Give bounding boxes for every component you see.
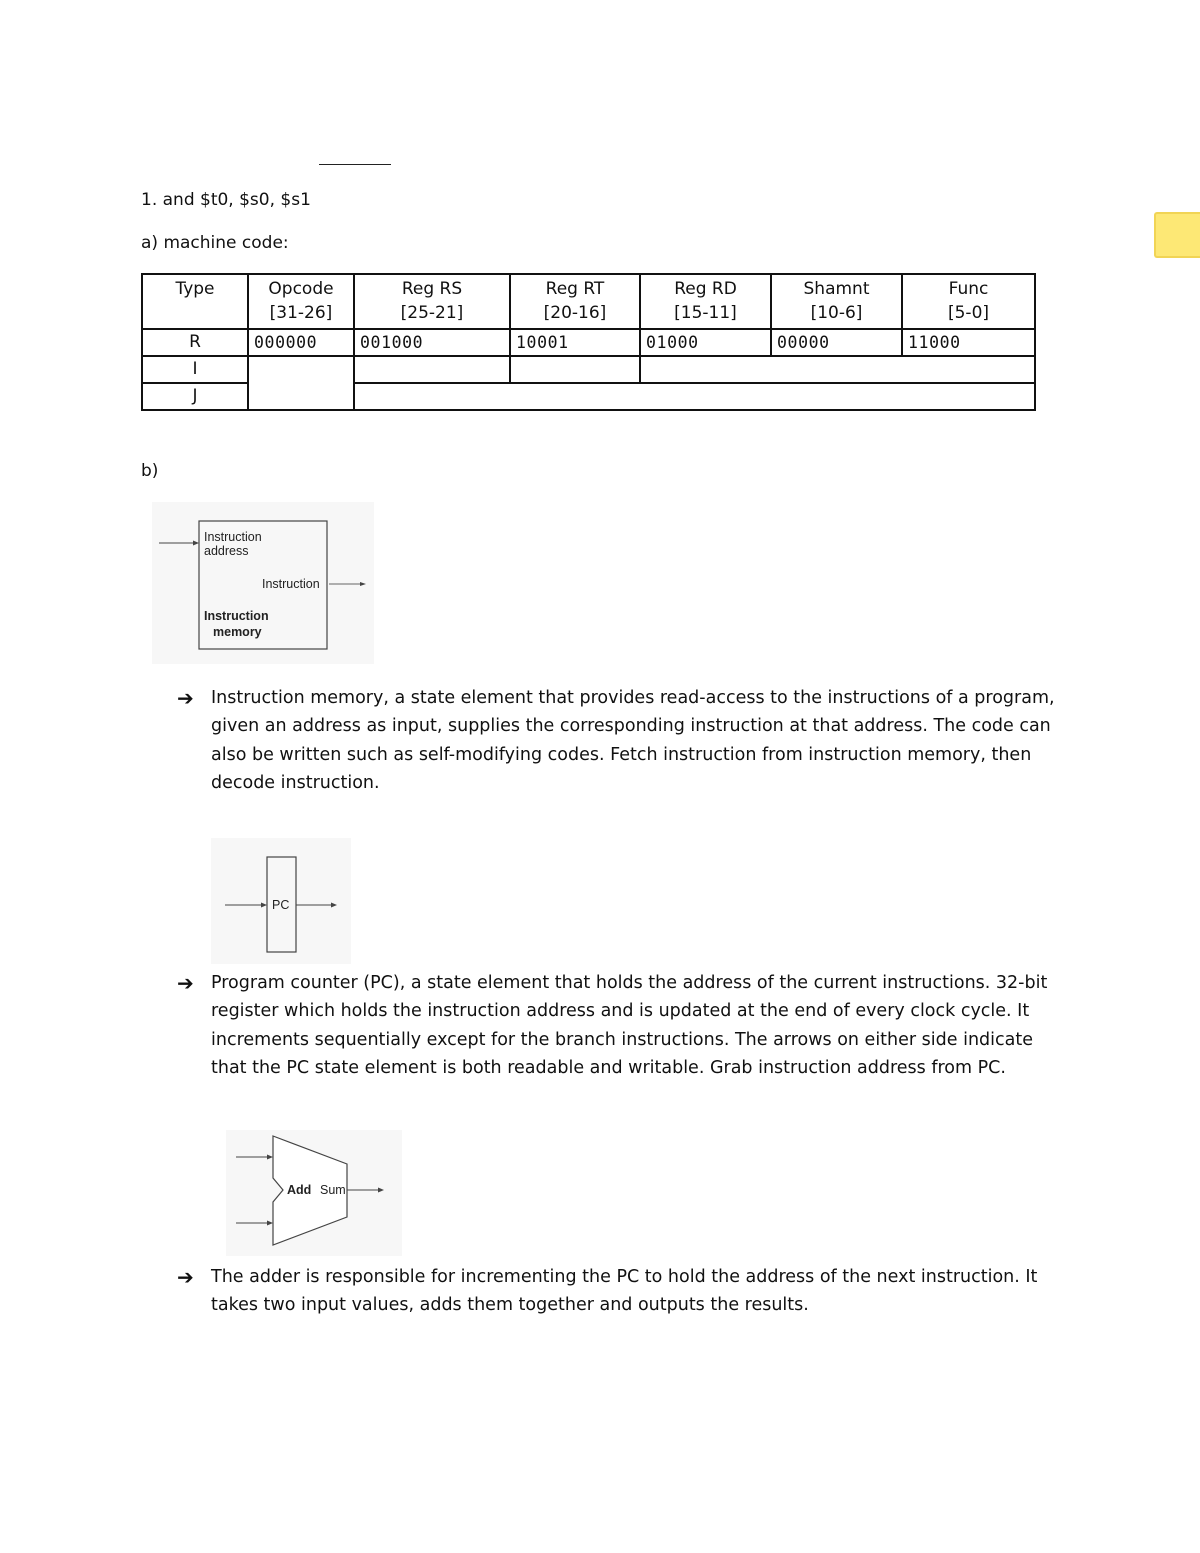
underline-rule — [319, 164, 391, 165]
i-type-cell: I — [142, 356, 248, 383]
i-rt-cell — [510, 356, 640, 383]
header-type: Type — [142, 274, 248, 329]
pc-figure — [211, 838, 351, 964]
i-j-opcode-cell — [248, 356, 354, 410]
add-label: Add — [287, 1183, 312, 1197]
instruction-address-label: Instruction — [204, 530, 262, 544]
header-func: Func [5-0] — [902, 274, 1035, 329]
header-opcode: Opcode [31-26] — [248, 274, 354, 329]
sum-label: Sum — [320, 1183, 346, 1197]
j-address-cell — [354, 383, 1035, 410]
j-type-cell: J — [142, 383, 248, 410]
sticky-note-icon[interactable] — [1154, 212, 1200, 258]
table-header-row — [142, 274, 1035, 329]
bullet-text: Program counter (PC), a state element that holds the address of the current instructions. 32-bit register which holds the instruction address and is updated at the end of every clock cycle. It increments sequentially except for the branch instructions. The arrows on either side indicate that the PC state element is both readable and writable. Grab instruction address from PC. — [211, 973, 1048, 1078]
table-row — [142, 356, 1035, 383]
instruction-memory-figure — [152, 502, 374, 664]
right-arrow-icon: ➔ — [177, 1265, 194, 1289]
bullet-instruction-memory — [177, 684, 1061, 797]
question-title: 1. and $t0, $s0, $s1 — [141, 190, 311, 210]
i-immediate-cell — [640, 356, 1035, 383]
bullet-text: Instruction memory, a state element that provides read-access to the instructions of a program, given an address as input, supplies the corresponding instruction at that address. The code can also be written such as self-modifying codes. Fetch instruction from instruction memory, then decode instruction. — [211, 688, 1055, 793]
instruction-output-label: Instruction — [262, 577, 320, 591]
right-arrow-icon: ➔ — [177, 686, 194, 710]
part-a-label: a) machine code: — [141, 233, 289, 253]
r-type-cell: R — [142, 329, 248, 356]
right-arrow-icon: ➔ — [177, 971, 194, 995]
shamnt-cell: 00000 — [771, 329, 902, 356]
table-row — [142, 329, 1035, 356]
bullet-adder — [177, 1263, 1061, 1320]
i-rs-cell — [354, 356, 510, 383]
bullet-text: The adder is responsible for incrementing the PC to hold the address of the next instruction. It takes two input values, adds them together and outputs the results. — [211, 1267, 1038, 1316]
adder-figure — [226, 1130, 402, 1256]
opcode-cell: 000000 — [248, 329, 354, 356]
header-reg-rt: Reg RT [20-16] — [510, 274, 640, 329]
rd-cell: 01000 — [640, 329, 771, 356]
instruction-address-label-2: address — [204, 544, 249, 558]
rt-cell: 10001 — [510, 329, 640, 356]
machine-code-table — [141, 273, 1036, 411]
part-b-label: b) — [141, 461, 159, 481]
rs-cell: 001000 — [354, 329, 510, 356]
header-reg-rs: Reg RS [25-21] — [354, 274, 510, 329]
bullet-program-counter — [177, 969, 1061, 1082]
header-reg-rd: Reg RD [15-11] — [640, 274, 771, 329]
pc-label: PC — [272, 898, 290, 912]
header-shamnt: Shamnt [10-6] — [771, 274, 902, 329]
instruction-memory-name: Instruction — [204, 609, 269, 623]
func-cell: 11000 — [902, 329, 1035, 356]
instruction-memory-name-2: memory — [213, 625, 262, 639]
